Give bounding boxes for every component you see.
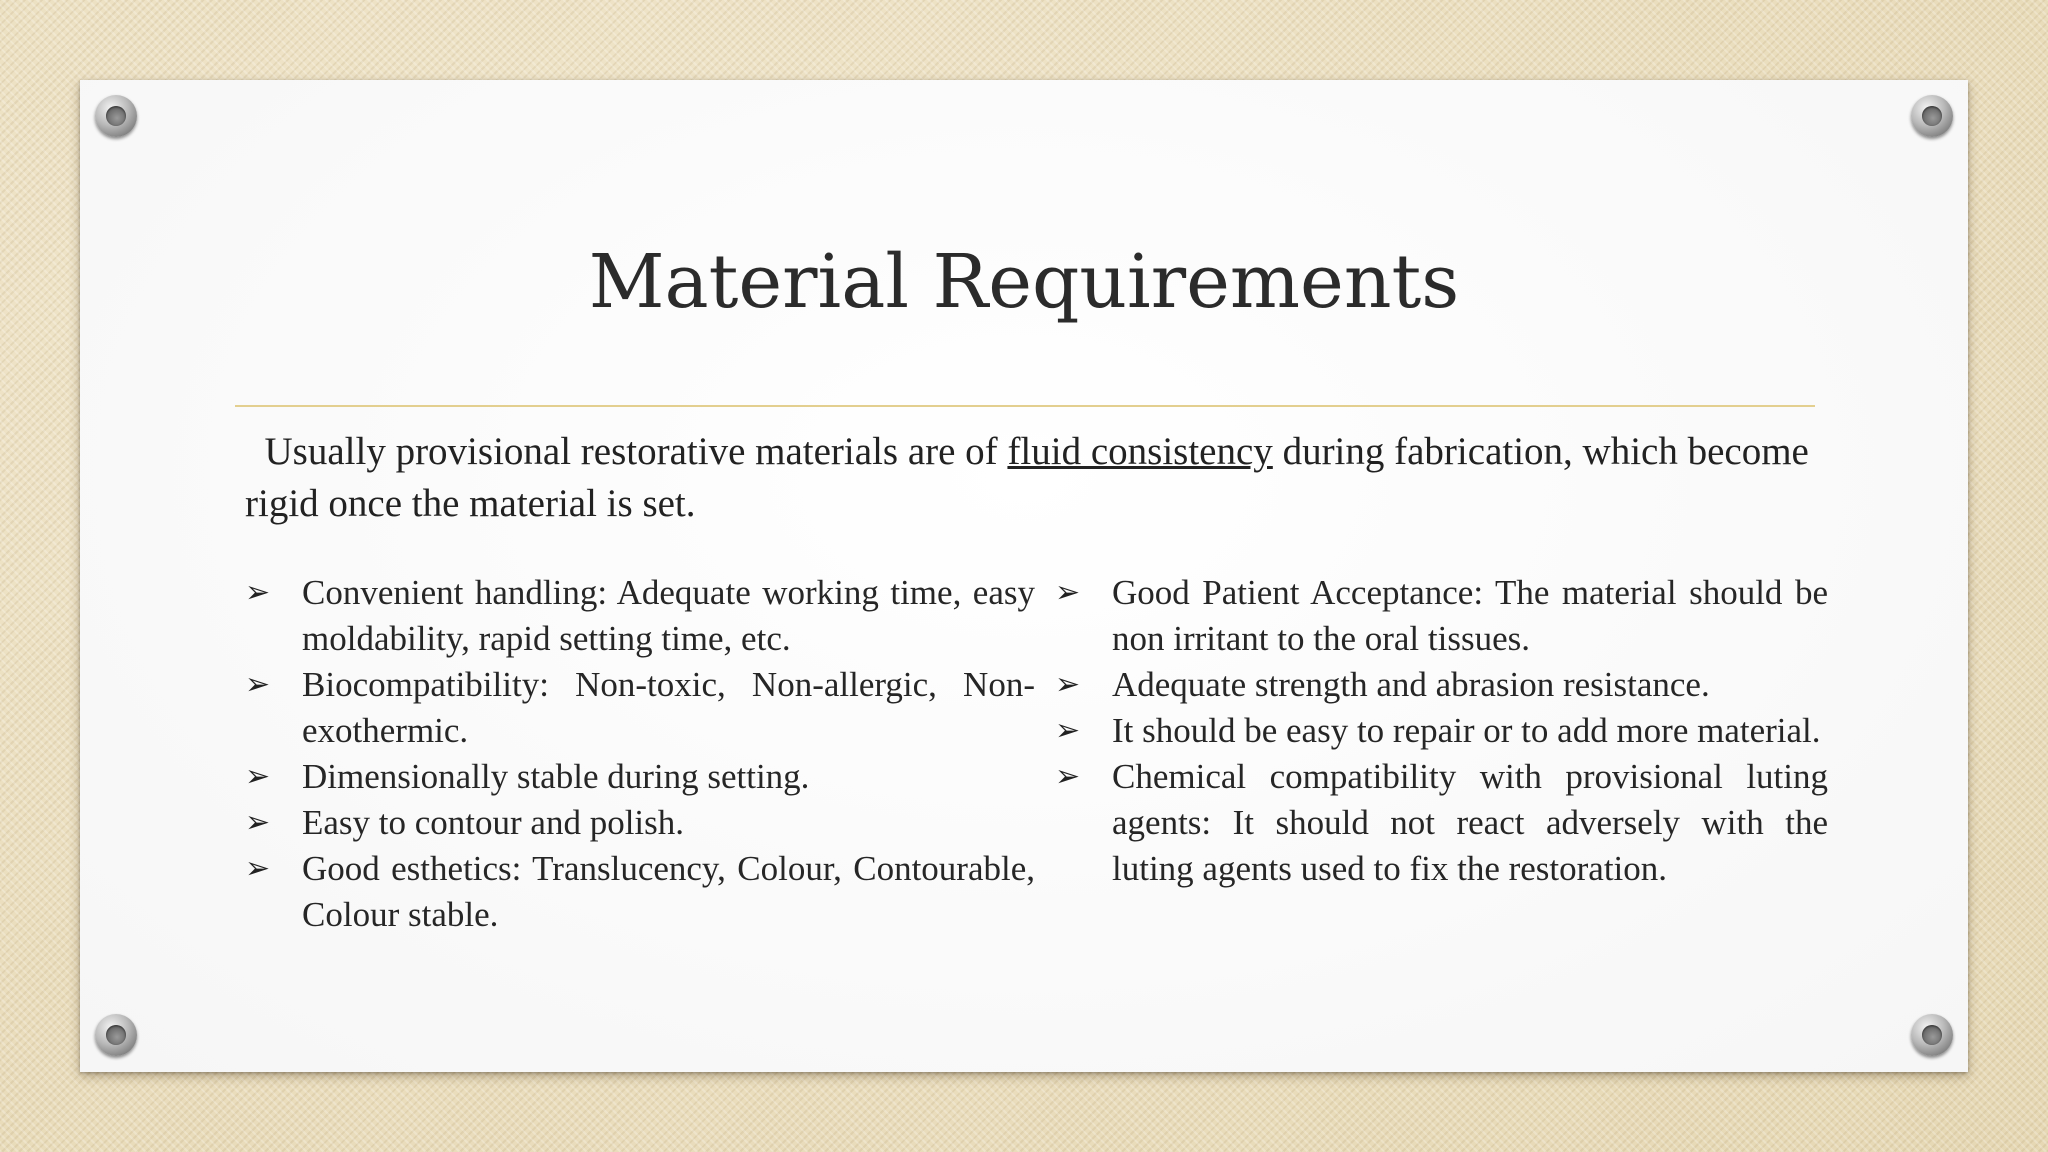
grommet-top-left bbox=[95, 95, 137, 137]
list-item bbox=[245, 662, 1035, 754]
arrow-bullet-icon: ➢ bbox=[1055, 668, 1081, 701]
list-item bbox=[1055, 754, 1828, 892]
list-item bbox=[245, 754, 1035, 800]
list-item-text: Adequate strength and abrasion resistance. bbox=[1112, 665, 1710, 704]
grommet-top-right bbox=[1911, 95, 1953, 137]
intro-paragraph bbox=[245, 426, 1845, 530]
arrow-bullet-icon: ➢ bbox=[245, 668, 271, 701]
list-item-text: Dimensionally stable during setting. bbox=[302, 757, 810, 796]
list-item bbox=[245, 800, 1035, 846]
list-item bbox=[245, 570, 1035, 662]
list-item-text: Chemical compatibility with provisional luting agents: It should not react adversely with the luting agents used to fix the restoration. bbox=[1112, 757, 1828, 888]
grommet-bottom-left bbox=[95, 1014, 137, 1056]
slide-title: Material Requirements bbox=[588, 239, 1460, 325]
list-item-text: It should be easy to repair or to add more material. bbox=[1112, 711, 1821, 750]
list-item-text: Good esthetics: Translucency, Colour, Contourable, Colour stable. bbox=[302, 849, 1035, 934]
arrow-bullet-icon: ➢ bbox=[245, 852, 271, 885]
grommet-bottom-right bbox=[1911, 1014, 1953, 1056]
requirements-list-right bbox=[1055, 570, 1828, 892]
list-item bbox=[245, 846, 1035, 938]
list-item bbox=[1055, 708, 1828, 754]
list-item bbox=[1055, 662, 1828, 708]
title-divider bbox=[235, 405, 1815, 407]
arrow-bullet-icon: ➢ bbox=[1055, 760, 1081, 793]
arrow-bullet-icon: ➢ bbox=[245, 760, 271, 793]
arrow-bullet-icon: ➢ bbox=[1055, 714, 1081, 747]
intro-text-end: during fabrication, which become rigid once the material is set. bbox=[245, 430, 1809, 525]
arrow-bullet-icon: ➢ bbox=[1055, 576, 1081, 609]
list-item-text: Convenient handling: Adequate working time, easy moldability, rapid setting time, etc. bbox=[302, 573, 1035, 658]
list-item bbox=[1055, 570, 1828, 662]
list-item-text: Biocompatibility: Non-toxic, Non-allergic, Non-exothermic. bbox=[302, 665, 1035, 750]
list-item-text: Good Patient Acceptance: The material should be non irritant to the oral tissues. bbox=[1112, 573, 1828, 658]
arrow-bullet-icon: ➢ bbox=[245, 806, 271, 839]
list-item-text: Easy to contour and polish. bbox=[302, 803, 685, 842]
requirements-list-left bbox=[245, 570, 1035, 938]
intro-text-start: Usually provisional restorative materials are of bbox=[264, 430, 1008, 473]
arrow-bullet-icon: ➢ bbox=[245, 576, 271, 609]
intro-underlined-term: fluid consistency bbox=[1007, 430, 1273, 473]
